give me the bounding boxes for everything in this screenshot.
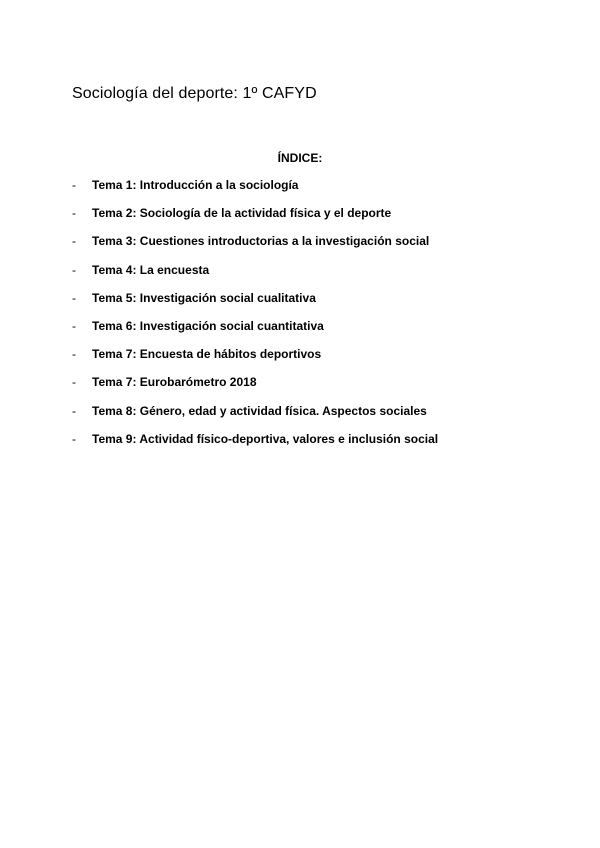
toc-item-text: Tema 8: Género, edad y actividad física. Aspectos sociales [92,403,427,418]
toc-item-text: Tema 3: Cuestiones introductorias a la investigación social [92,234,430,249]
index-heading: ÍNDICE: [277,151,323,165]
list-bullet: - [72,431,76,446]
toc-item-text: Tema 4: La encuesta [92,262,210,277]
list-bullet: - [72,206,76,221]
toc-item-text: Tema 2: Sociología de la actividad física y el deporte [92,206,392,221]
toc-item-text: Tema 9: Actividad físico-deportiva, valores e inclusión social [92,431,439,446]
list-bullet: - [72,318,76,333]
toc-item-text: Tema 5: Investigación social cualitativa [92,290,316,305]
list-bullet: - [72,234,76,249]
toc-item-text: Tema 1: Introducción a la sociología [92,178,299,192]
toc-item-text: Tema 7: Encuesta de hábitos deportivos [92,347,322,362]
list-bullet: - [72,178,76,192]
list-bullet: - [72,290,76,305]
list-bullet: - [72,375,76,390]
list-bullet: - [72,262,76,277]
toc-item-text: Tema 6: Investigación social cuantitativa [92,318,324,333]
toc-item-text: Tema 7: Eurobarómetro 2018 [92,375,257,390]
list-bullet: - [72,403,76,418]
list-bullet: - [72,347,76,362]
document-title: Sociología del deporte: 1º CAFYD [72,85,317,102]
